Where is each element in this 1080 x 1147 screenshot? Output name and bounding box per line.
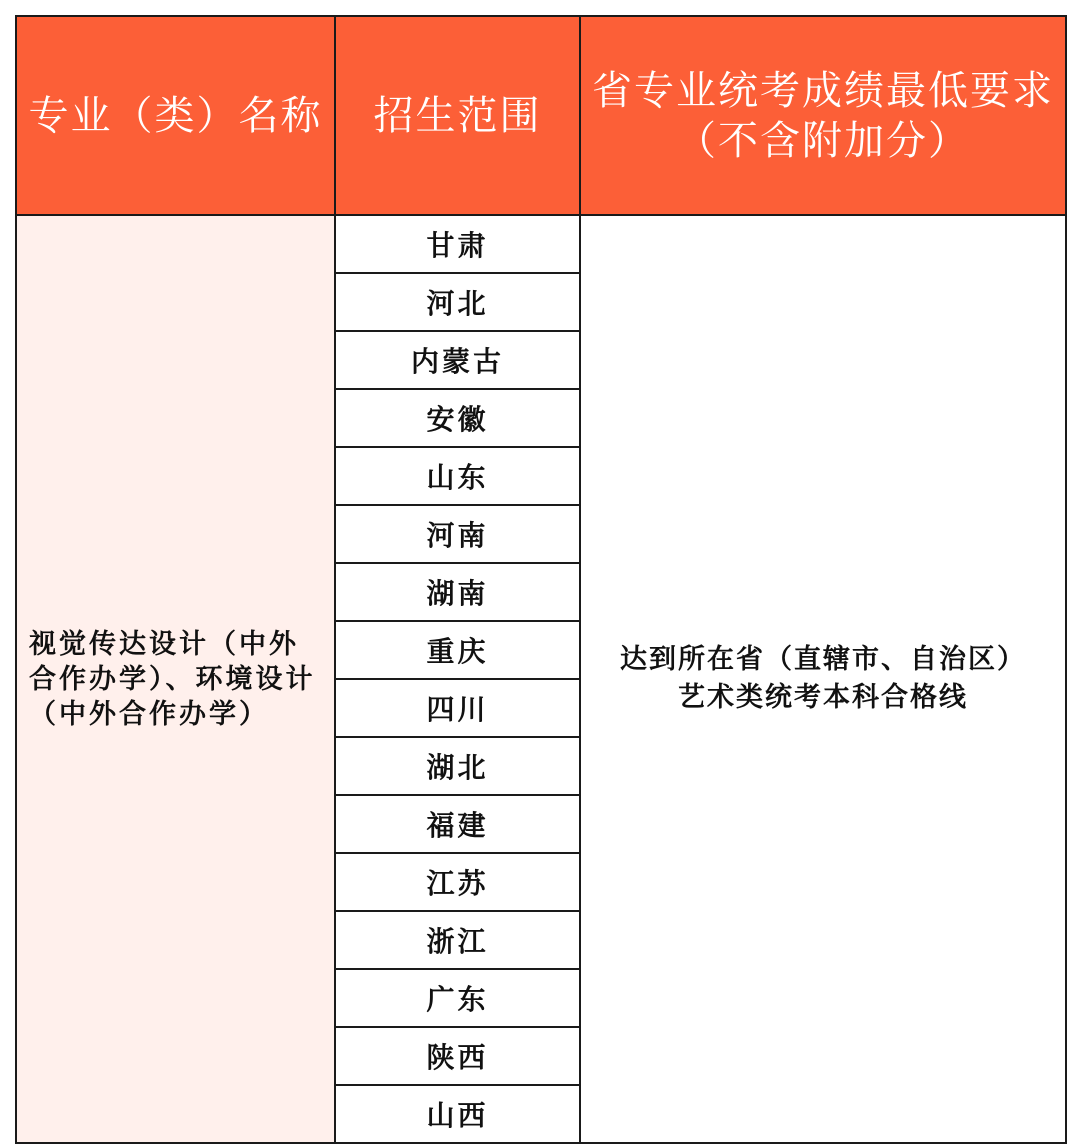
header-admission-range: 招生范围: [335, 16, 580, 215]
table-body: [16, 215, 1066, 1143]
province-cell: 河北: [335, 273, 580, 331]
province-cell: 福建: [335, 795, 580, 853]
province-cell: 重庆: [335, 621, 580, 679]
province-cell: 四川: [335, 679, 580, 737]
province-cell: 广东: [335, 969, 580, 1027]
major-name-cell: 视觉传达设计（中外合作办学）、环境设计（中外合作办学）: [16, 215, 335, 1143]
header-requirement-title: 省专业统考成绩最低要求: [592, 67, 1054, 114]
requirement-line-1: 达到所在省（直辖市、自治区）: [620, 644, 1026, 675]
province-cell: 山西: [335, 1085, 580, 1143]
province-cell: 江苏: [335, 853, 580, 911]
header-requirement-note: （不含附加分）: [676, 117, 970, 164]
province-cell: 湖北: [335, 737, 580, 795]
requirement-cell: [580, 215, 1066, 1143]
header-min-score-requirement: [580, 16, 1066, 215]
header-major-name: 专业（类）名称: [16, 16, 335, 215]
province-cell: 湖南: [335, 563, 580, 621]
table-row: [16, 215, 1066, 273]
province-cell: 山东: [335, 447, 580, 505]
province-cell: 河南: [335, 505, 580, 563]
admission-requirements-table: [15, 15, 1067, 1144]
province-cell: 内蒙古: [335, 331, 580, 389]
province-cell: 甘肃: [335, 215, 580, 273]
province-cell: 陕西: [335, 1027, 580, 1085]
requirement-line-2: 艺术类统考本科合格线: [678, 682, 968, 713]
province-cell: 安徽: [335, 389, 580, 447]
province-cell: 浙江: [335, 911, 580, 969]
header-row: [16, 16, 1066, 215]
